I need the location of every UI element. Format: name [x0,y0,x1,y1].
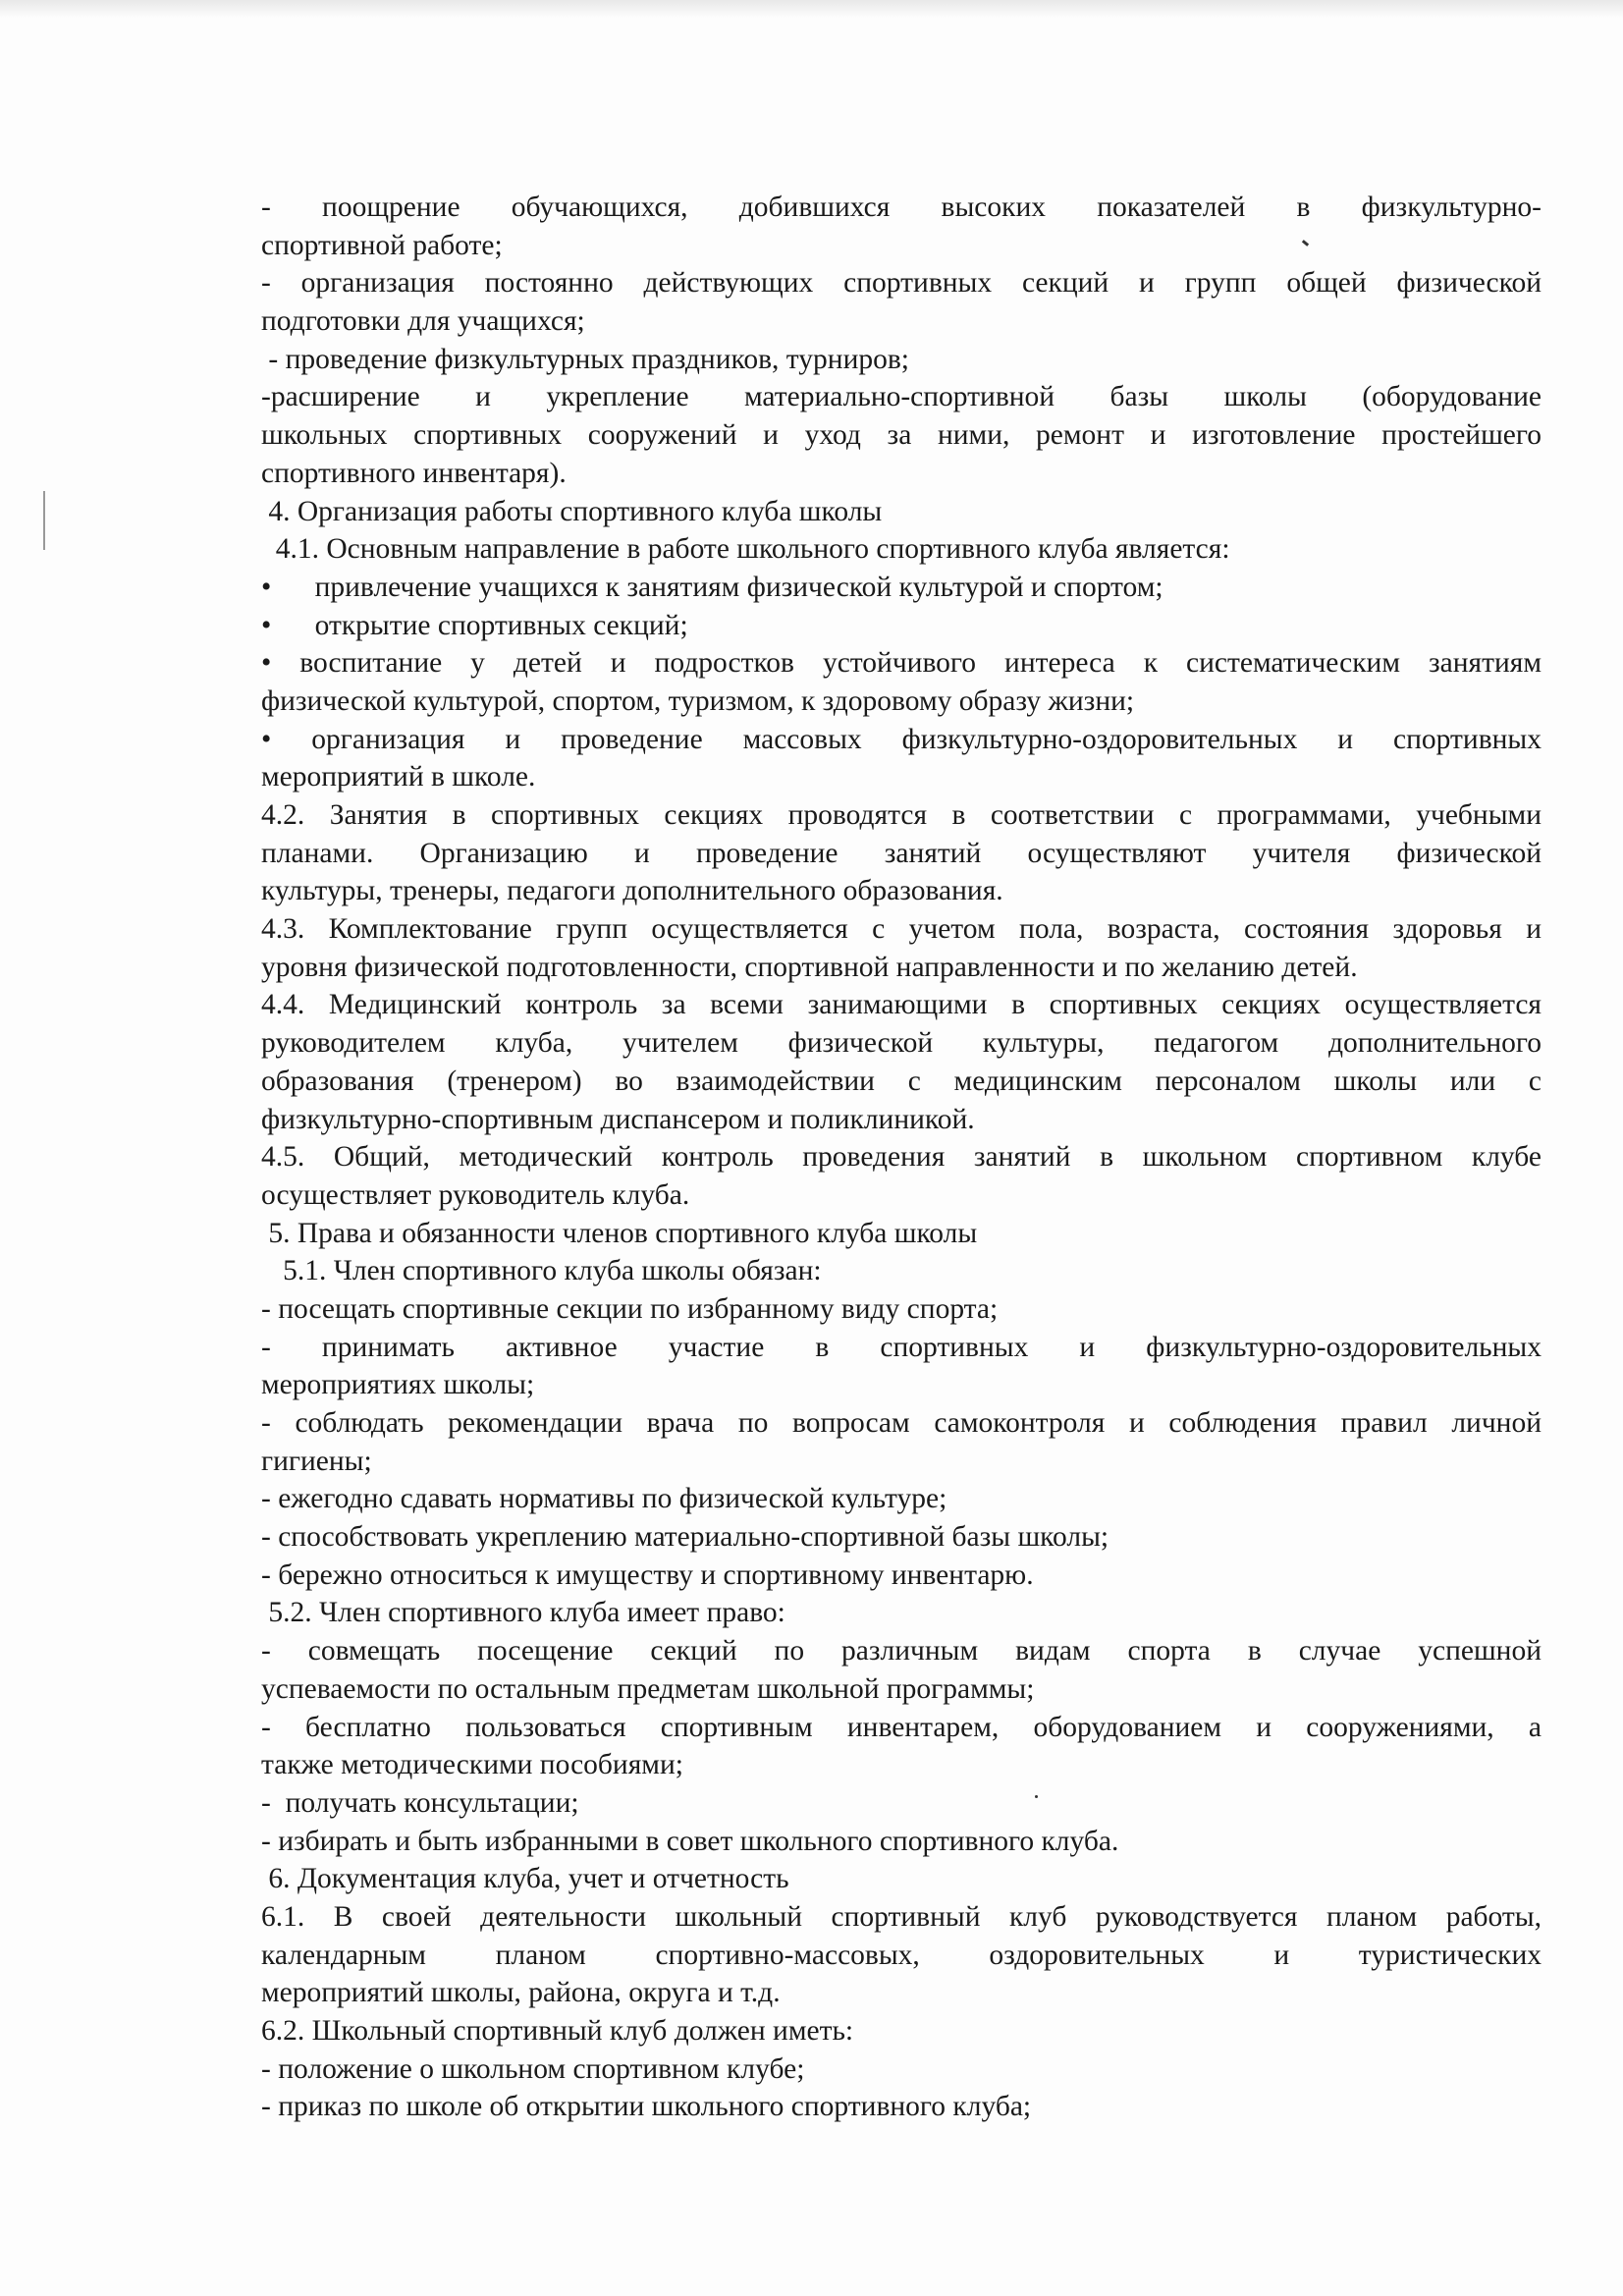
document-line: - посещать спортивные секции по избранному виду спорта; [261,1292,999,1325]
document-line: уровня физической подготовленности, спортивной направленности и по желанию детей. [261,951,1358,983]
document-line: - проведение физкультурных праздников, турниров; [261,343,909,375]
document-line: гигиены; [261,1445,372,1477]
document-line: • открытие спортивных секций; [261,609,688,641]
document-line: спортивной работе; [261,229,503,261]
document-line: физической культурой, спортом, туризмом, к здоровому образу жизни; [261,684,1135,717]
document-line: - бесплатно пользоваться спортивным инвентарем, оборудованием и сооружениями, а [261,1711,1542,1743]
document-line: - ежегодно сдавать нормативы по физической культуре; [261,1483,947,1515]
document-line: - соблюдать рекомендации врача по вопросам самоконтроля и соблюдения правил личной [261,1407,1542,1439]
document-line: 4.2. Занятия в спортивных секциях проводятся в соответствии с программами, учебными [261,799,1542,831]
scan-artifact-line [43,491,45,550]
document-line: спортивного инвентаря). [261,457,567,489]
document-line: также методическими пособиями; [261,1749,683,1781]
document-line: 6. Документация клуба, учет и отчетность [261,1863,789,1895]
document-line: - организация постоянно действующих спортивных секций и групп общей физической [261,267,1542,300]
document-line: 4.4. Медицинский контроль за всеми занимающими в спортивных секциях осуществляется [261,989,1542,1021]
document-line: 4.1. Основным направление в работе школьного спортивного клуба является: [261,533,1230,566]
document-line: мероприятий школы, района, округа и т.д. [261,1977,781,2009]
document-line: 5.2. Член спортивного клуба имеет право: [261,1597,785,1629]
document-line: - получать консультации; [261,1786,579,1819]
document-line: - способствовать укреплению материально-спортивной базы школы; [261,1521,1109,1554]
document-line: 5. Права и обязанности членов спортивного клуба школы [261,1217,978,1249]
document-line: • воспитание у детей и подростков устойчивого интереса к систематическим занятиям [261,647,1542,680]
document-line: планами. Организацию и проведение занятий осуществляют учителя физической [261,837,1542,869]
document-line: календарным планом спортивно-массовых, оздоровительных и туристических [261,1939,1542,1971]
document-line: - бережно относиться к имуществу и спортивному инвентарю. [261,1558,1034,1591]
document-line: осуществляет руководитель клуба. [261,1178,690,1211]
document-line: физкультурно-спортивным диспансером и поликлиникой. [261,1103,975,1135]
document-line: школьных спортивных сооружений и уход за ними, ремонт и изготовление простейшего [261,419,1542,452]
document-line: 4. Организация работы спортивного клуба школы [261,495,883,527]
document-line: подготовки для учащихся; [261,305,585,338]
document-line: • привлечение учащихся к занятиям физической культурой и спортом; [261,571,1163,603]
document-line: мероприятиях школы; [261,1369,535,1401]
document-line: - принимать активное участие в спортивных и физкультурно-оздоровительных [261,1331,1542,1363]
document-line: 6.2. Школьный спортивный клуб должен иметь: [261,2015,854,2047]
document-line: - совмещать посещение секций по различным видам спорта в случае успешной [261,1635,1542,1667]
document-line: 6.1. В своей деятельности школьный спортивный клуб руководствуется планом работы, [261,1900,1542,1933]
document-line: - приказ по школе об открытии школьного спортивного клуба; [261,2091,1032,2123]
document-line: -расширение и укрепление материально-спортивной базы школы (оборудование [261,381,1542,413]
scan-edge-shadow [0,0,1623,18]
document-line: образования (тренером) во взаимодействии с медицинским персоналом школы или с [261,1065,1542,1097]
document-line: руководителем клуба, учителем физической культуры, педагогом дополнительного [261,1027,1542,1060]
document-line: успеваемости по остальным предметам школьной программы; [261,1672,1035,1705]
document-line: - положение о школьном спортивном клубе; [261,2052,805,2085]
document-line: - избирать и быть избранными в совет школьного спортивного клуба. [261,1825,1119,1857]
document-line: • организация и проведение массовых физкультурно-оздоровительных и спортивных [261,723,1542,755]
document-line: - поощрение обучающихся, добившихся высоких показателей в физкультурно- [261,191,1542,223]
document-line: мероприятий в школе. [261,761,536,793]
document-line: 5.1. Член спортивного клуба школы обязан: [261,1255,822,1287]
document-line: культуры, тренеры, педагоги дополнительного образования. [261,875,1003,907]
document-text-block [261,189,1542,2126]
document-line: 4.5. Общий, методический контроль проведения занятий в школьном спортивном клубе [261,1141,1542,1174]
document-line: 4.3. Комплектование групп осуществляется с учетом пола, возраста, состояния здоровья и [261,913,1542,946]
